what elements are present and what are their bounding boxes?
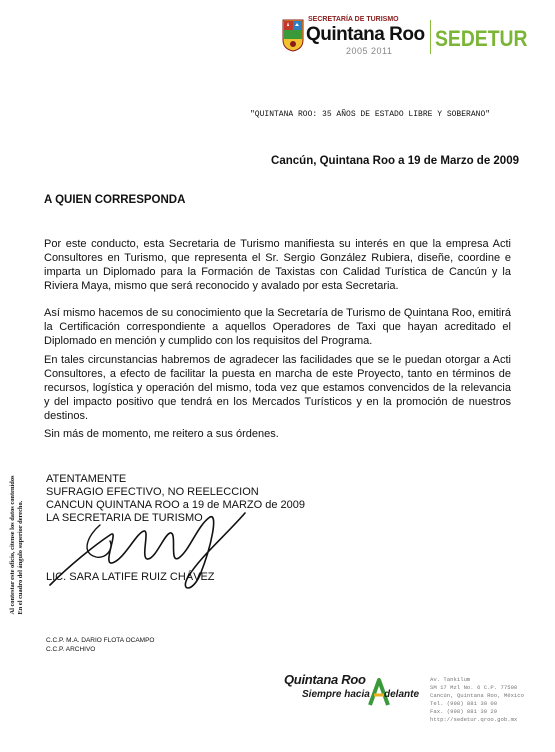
logo-title: Quintana Roo (306, 24, 425, 45)
address-line: SM 17 Mzl No. 6 C.P. 77500 (430, 684, 518, 691)
body-paragraph: En tales circunstancias habremos de agradecer las facilidades que se le puedan otorgar a Acti Consultores, a efecto de facilitar la puesta en marcha de este Proyecto, tanto en términos de recursos, logística y operación del mismo, toda vez que estamos convencidos de la relevancia y del impacto positivo que tendrá en los Mercados Turísticos y en la promoción de nuestros destinos. (44, 354, 511, 422)
closing-line: SUFRAGIO EFECTIVO, NO REELECCION (46, 486, 259, 498)
logo-divider (430, 20, 431, 54)
side-note-line: Al contestar este oficio, citense los datos contenidos (9, 475, 16, 615)
ccp-block (46, 636, 154, 654)
ccp-line: C.C.P. M.A. DARIO FLOTA OCAMPO (46, 637, 155, 644)
state-crest-icon (282, 18, 304, 52)
secretaria-turismo-logo (282, 14, 532, 60)
state-motto: "QUINTANA ROO: 35 AÑOS DE ESTADO LIBRE Y SOBERANO" (250, 110, 491, 119)
letter-addressee: A QUIEN CORRESPONDA (44, 194, 186, 206)
footer-slogan-end: delante (384, 689, 420, 700)
body-paragraph: Así mismo hacemos de su conocimiento que la Secretaría de Turismo de Quintana Roo, emitirá la Certificación correspondiente a aquellos Operadores de Taxi que hayan acreditado el Diplomado en mención y cumplido con los requisitos del Programa. (44, 307, 511, 347)
closing-line: ATENTAMENTE (46, 473, 127, 485)
address-line: Tel. (998) 881 30 00 (430, 700, 498, 707)
address-line: Av. Tankilum (430, 676, 471, 683)
side-note (2, 460, 32, 630)
ccp-line: C.C.P. ARCHIVO (46, 646, 96, 653)
address-line: http://sedetur.qroo.gob.mx (430, 716, 518, 723)
closing-line: LA SECRETARIA DE TURISMO (46, 512, 203, 524)
quintana-roo-footer-logo (282, 668, 420, 708)
address-line: Cancún, Quintana Roo, México (430, 692, 524, 699)
logo-subtitle: SECRETARÍA DE TURISMO (308, 16, 399, 23)
closing-line: CANCUN QUINTANA ROO a 19 de MARZO de 2009 (46, 499, 305, 511)
footer-slogan-start: Siempre hacia (302, 689, 370, 700)
signer-name: LIC. SARA LATIFE RUIZ CHÁVEZ (46, 571, 215, 583)
address-line: Fax. (998) 881 30 29 (430, 708, 498, 715)
letter-date: Cancún, Quintana Roo a 19 de Marzo de 2009 (271, 155, 519, 167)
footer-logo-name: Quintana Roo (284, 672, 366, 687)
logo-years: 2005 2011 (346, 46, 393, 56)
body-paragraph: Sin más de momento, me reitero a sus órdenes. (44, 428, 279, 440)
sedetur-wordmark: SEDETUR (435, 26, 528, 51)
side-note-line: En el cuadro del ángulo superior derecho. (17, 500, 24, 615)
footer-address (430, 676, 524, 724)
body-paragraph: Por este conducto, esta Secretaria de Turismo manifiesta su interés en que la empresa Acti Consultores en Turismo, que representa el Sr. Sergio González Rubiera, diseñe, coordine e imparta un Diplomado para la Formación de Taxistas con Calidad Turística de Cancún y la Riviera Maya, mismo que será reconocido y avalado por esta Secretaria. (44, 238, 511, 292)
